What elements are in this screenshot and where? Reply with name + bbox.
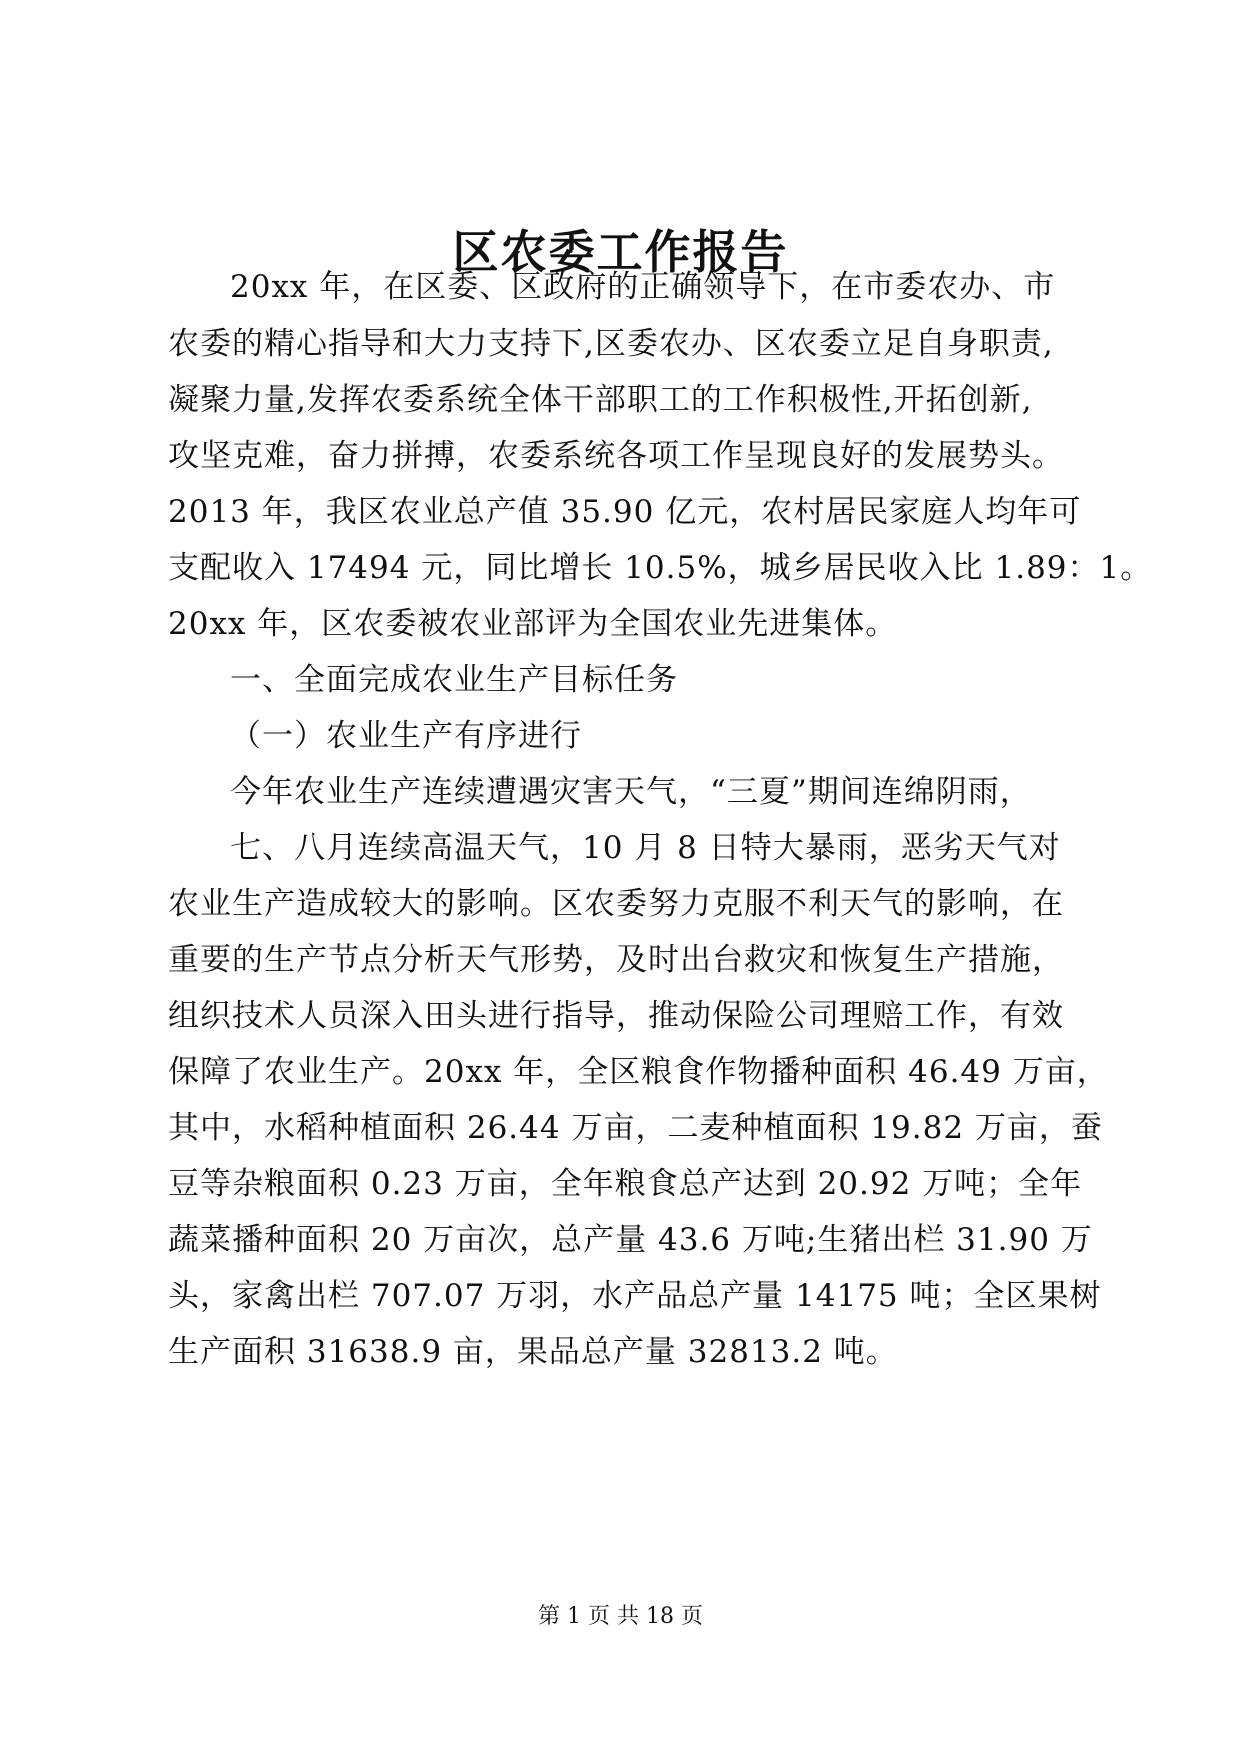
- paragraph-line: 其中，水稻种植面积 26.44 万亩，二麦种植面积 19.82 万亩，蚕: [168, 1110, 1103, 1146]
- paragraph-line: 七、八月连续高温天气，10 月 8 日特大暴雨，恶劣天气对: [230, 830, 1061, 866]
- paragraph-line: 头，家禽出栏 707.07 万羽，水产品总产量 14175 吨；全区果树: [168, 1278, 1102, 1314]
- paragraph-line: 攻坚克难，奋力拼搏，农委系统各项工作呈现良好的发展势头。: [168, 438, 1064, 474]
- paragraph-line: 20xx 年，在区委、区政府的正确领导下，在市委农办、市: [230, 269, 1056, 305]
- paragraph-line: 组织技术人员深入田头进行指导，推动保险公司理赔工作，有效: [168, 998, 1064, 1034]
- subsection-heading: （一）农业生产有序进行: [230, 718, 582, 754]
- section-heading: 一、全面完成农业生产目标任务: [230, 662, 678, 698]
- paragraph-line: 重要的生产节点分析天气形势，及时出台救灾和恢复生产措施，: [168, 942, 1064, 978]
- document-title: 区农委工作报告: [452, 225, 789, 279]
- paragraph-line: 豆等杂粮面积 0.23 万亩，全年粮食总产达到 20.92 万吨；全年: [168, 1166, 1083, 1202]
- paragraph-line: 凝聚力量,发挥农委系统全体干部职工的工作积极性,开拓创新,: [168, 382, 1033, 418]
- paragraph-line: 今年农业生产连续遭遇灾害天气，“三夏”期间连绵阴雨，: [230, 774, 1032, 810]
- paragraph-line: 2013 年，我区农业总产值 35.90 亿元，农村居民家庭人均年可: [168, 494, 1082, 530]
- paragraph-line: 农委的精心指导和大力支持下,区委农办、区农委立足自身职责,: [168, 326, 1054, 362]
- paragraph-line: 生产面积 31638.9 亩，果品总产量 32813.2 吨。: [168, 1334, 898, 1370]
- paragraph-line: 支配收入 17494 元，同比增长 10.5%，城乡居民收入比 1.89：1。: [168, 550, 1153, 586]
- paragraph-line: 农业生产造成较大的影响。区农委努力克服不利天气的影响，在: [168, 886, 1064, 922]
- paragraph-line: 20xx 年，区农委被农业部评为全国农业先进集体。: [168, 606, 898, 642]
- page-footer: 第 1 页 共 18 页: [538, 1604, 703, 1629]
- paragraph-line: 蔬菜播种面积 20 万亩次，总产量 43.6 万吨;生猪出栏 31.90 万: [168, 1222, 1093, 1258]
- paragraph-line: 保障了农业生产。20xx 年，全区粮食作物播种面积 46.49 万亩，: [168, 1054, 1109, 1090]
